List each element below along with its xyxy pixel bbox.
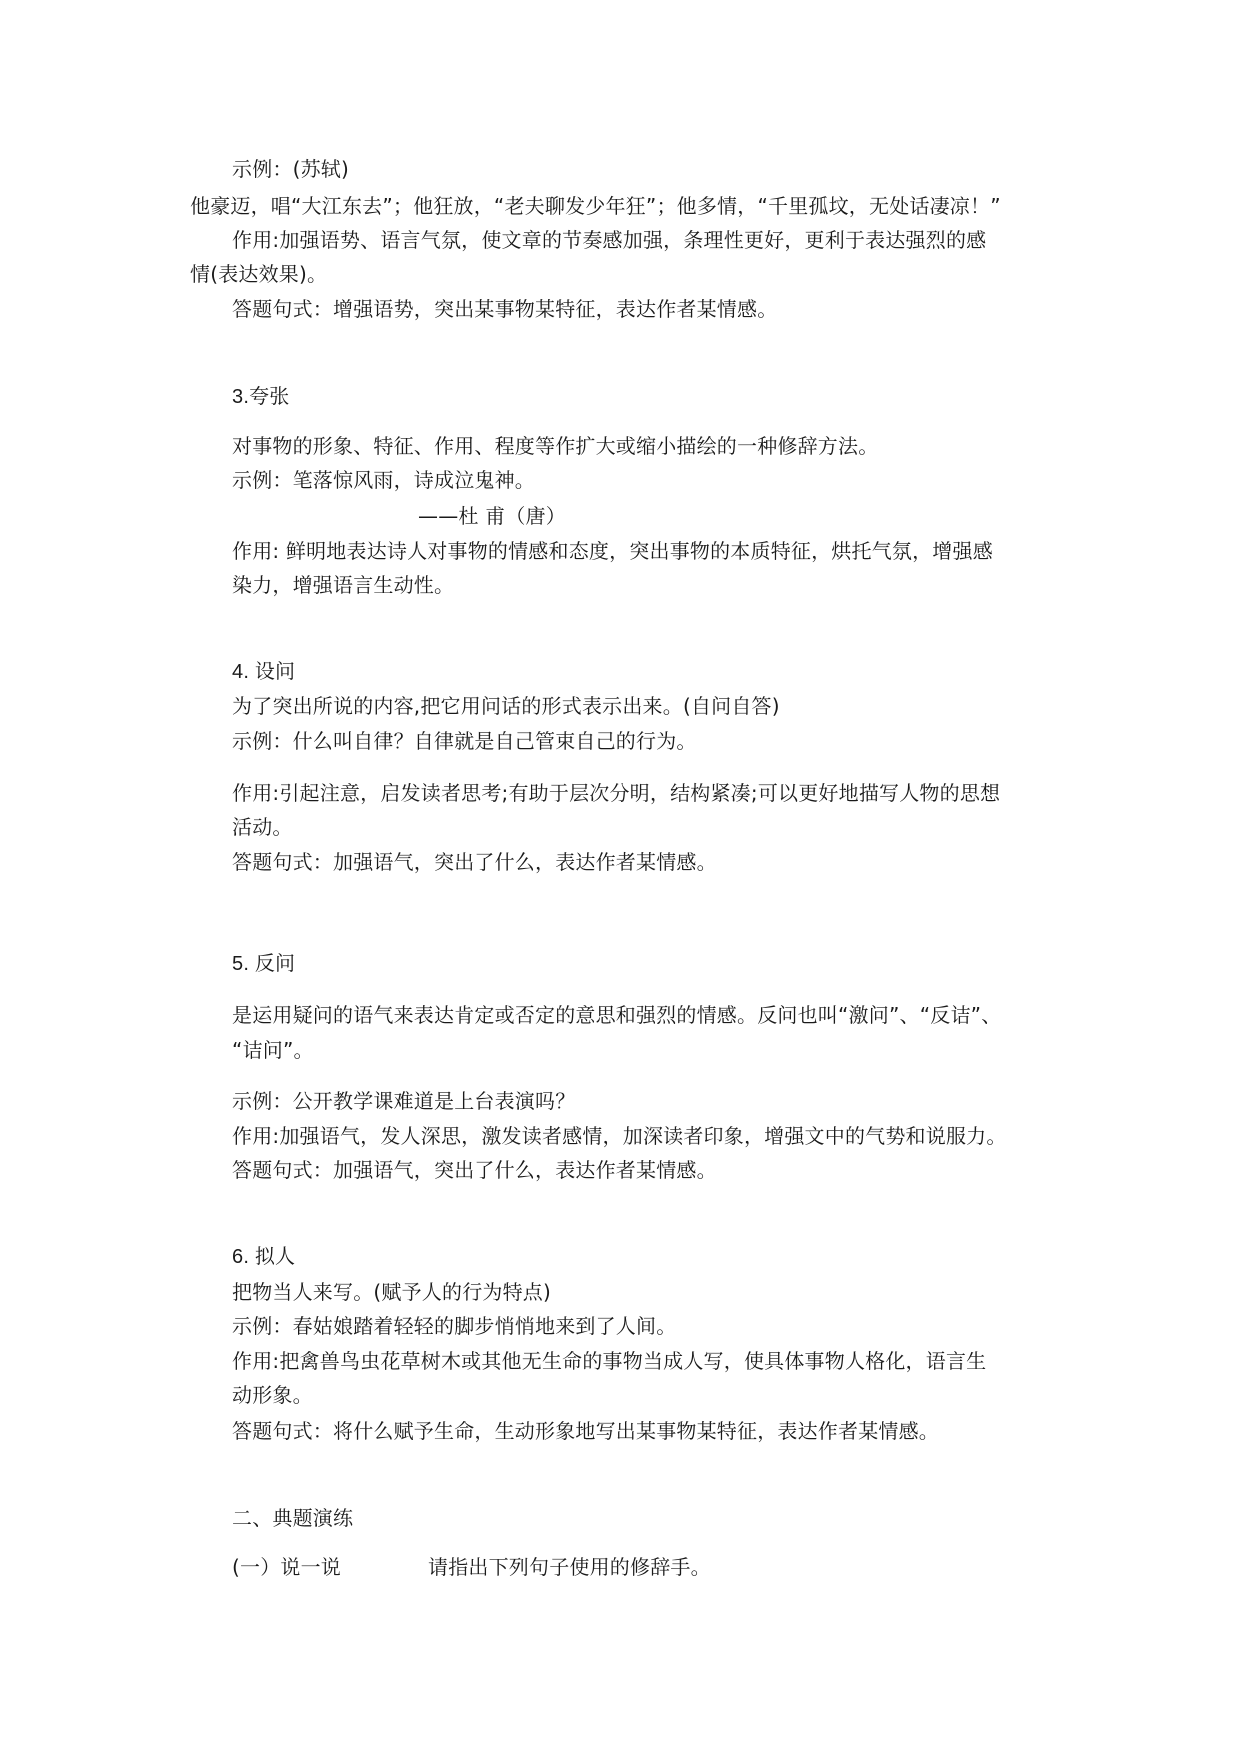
shewen-effect-cont: 活动。 <box>232 815 293 839</box>
shewen-example: 示例：什么叫自律？自律就是自己管束自己的行为。 <box>232 729 697 753</box>
section-heading-niren: 6. 拟人 <box>232 1246 296 1268</box>
kuazhang-example-author: ——杜 甫（唐） <box>418 504 566 528</box>
niren-answer-pattern: 答题句式：将什么赋予生命，生动形象地写出某事物某特征，表达作者某情感。 <box>232 1419 939 1443</box>
paiBi-answer-pattern: 答题句式：增强语势，突出某事物某特征，表达作者某情感。 <box>232 297 778 321</box>
fanwen-example: 示例：公开教学课难道是上台表演吗？ <box>232 1089 576 1113</box>
niren-definition: 把物当人来写。(赋予人的行为特点) <box>232 1280 552 1304</box>
shewen-definition: 为了突出所说的内容,把它用问话的形式表示出来。(自问自答) <box>232 694 780 718</box>
section-heading-kuazhang: 3.夸张 <box>232 386 290 408</box>
practice-instruction: 请指出下列句子使用的修辞手。 <box>428 1555 711 1579</box>
shewen-answer-pattern: 答题句式：加强语气，突出了什么，表达作者某情感。 <box>232 850 717 874</box>
niren-effect-cont: 动形象。 <box>232 1383 313 1407</box>
example-sushi: 示例：(苏轼) <box>232 157 350 181</box>
shewen-effect: 作用:引起注意，启发读者思考;有助于层次分明，结构紧凑;可以更好地描写人物的思想 <box>232 781 1001 805</box>
fanwen-effect: 作用:加强语气，发人深思，激发读者感情，加深读者印象，增强文中的气势和说服力。 <box>232 1124 1007 1148</box>
niren-example: 示例：春姑娘踏着轻轻的脚步悄悄地来到了人间。 <box>232 1314 677 1338</box>
section-heading-practice: 二、典题演练 <box>232 1506 354 1530</box>
section-heading-fanwen: 5. 反问 <box>232 953 296 975</box>
kuazhang-example: 示例：笔落惊风雨，诗成泣鬼神。 <box>232 468 535 492</box>
paiBi-effect: 作用:加强语势、语言气氛，使文章的节奏感加强，条理性更好，更利于表达强烈的感 <box>232 228 987 252</box>
fanwen-definition-cont: “诘问”。 <box>232 1038 314 1062</box>
example-sushi-text: 他豪迈，唱“大江东去”；他狂放，“老夫聊发少年狂”；他多情，“千里孤坟，无处话凄凉！” <box>190 194 1001 218</box>
practice-subheading: (一）说一说 <box>232 1555 342 1579</box>
niren-effect: 作用:把禽兽鸟虫花草树木或其他无生命的事物当成人写，使具体事物人格化，语言生 <box>232 1349 987 1373</box>
fanwen-answer-pattern: 答题句式：加强语气，突出了什么，表达作者某情感。 <box>232 1158 717 1182</box>
kuazhang-effect: 作用: 鲜明地表达诗人对事物的情感和态度，突出事物的本质特征，烘托气氛，增强感 <box>232 539 993 563</box>
section-heading-shewen: 4. 设问 <box>232 661 296 683</box>
kuazhang-definition: 对事物的形象、特征、作用、程度等作扩大或缩小描绘的一种修辞方法。 <box>232 434 879 458</box>
kuazhang-effect-cont: 染力，增强语言生动性。 <box>232 573 455 597</box>
paiBi-effect-cont: 情(表达效果)。 <box>190 262 328 286</box>
fanwen-definition: 是运用疑问的语气来表达肯定或否定的意思和强烈的情感。反问也叫“激问”、“反诘”、 <box>232 1003 1002 1027</box>
